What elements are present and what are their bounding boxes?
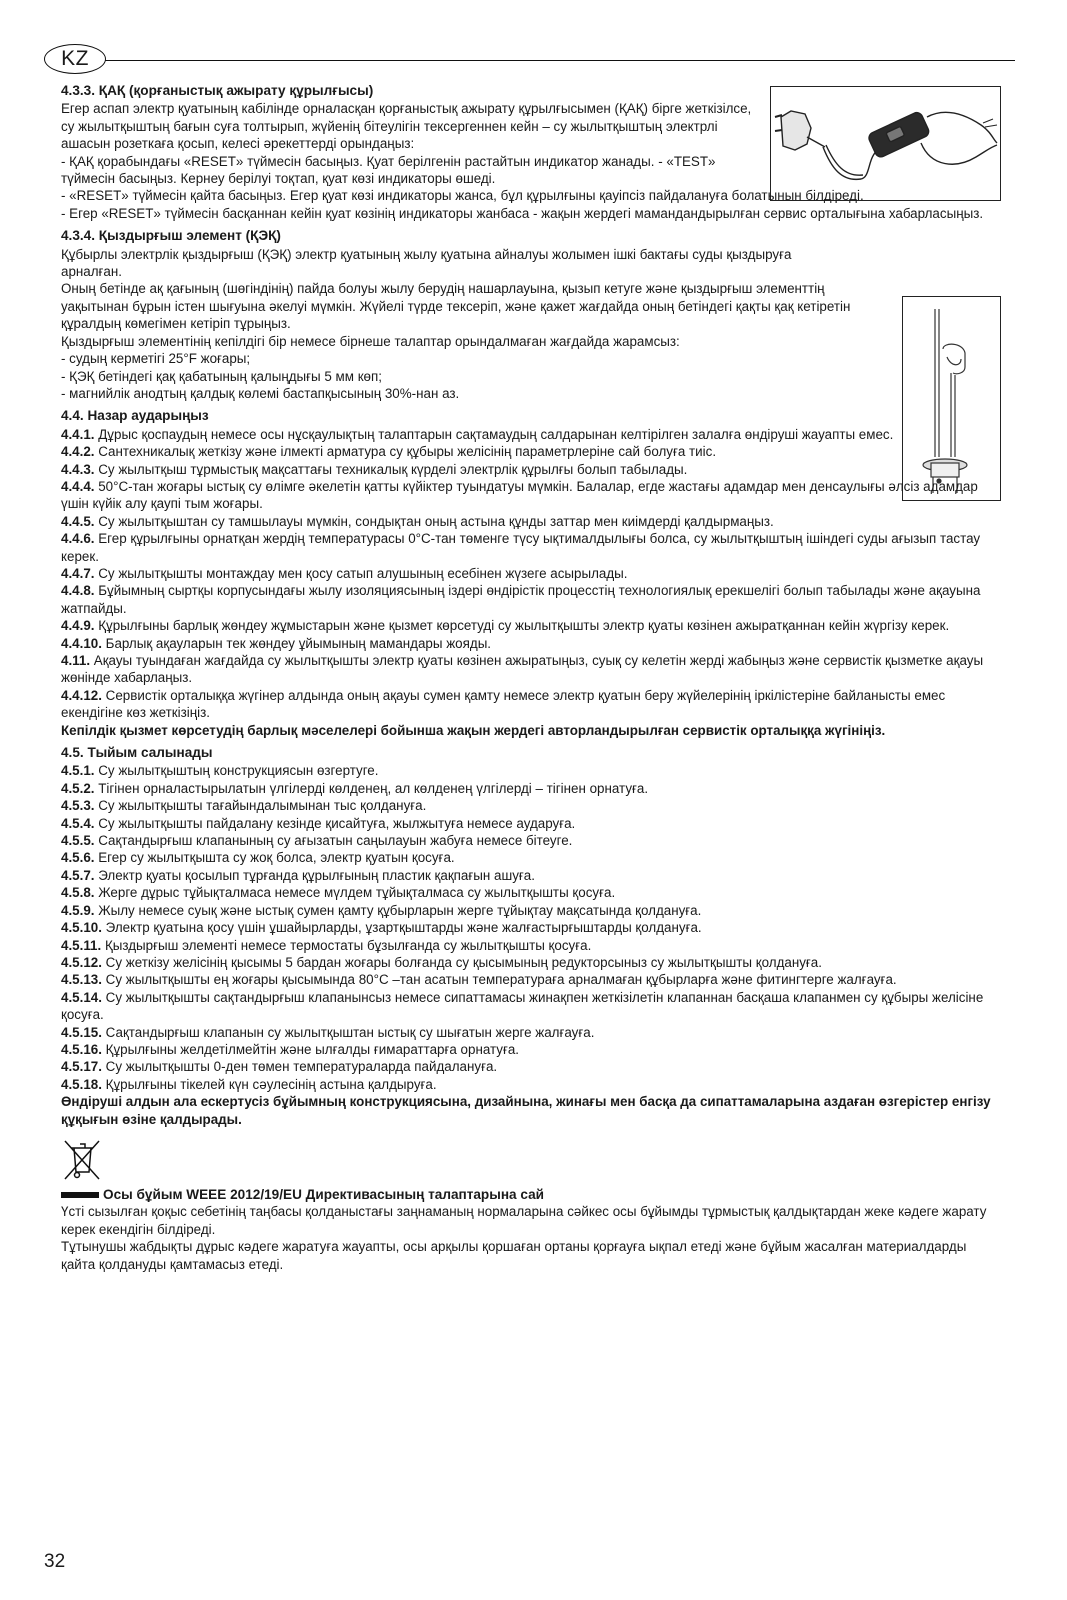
item-text: Су жылытқышты монтаждау мен қосу сатып алушының есебінен жүзеге асырылады. — [94, 565, 628, 581]
item-text: Егер құрылғыны орнатқан жердің температурасы 0°С-тан төменге түсу ықтималдылығы болса, су жылытқыштың ішіндегі суды ағызып тастау керек. — [61, 531, 981, 564]
list-item — [61, 461, 1001, 478]
item-text: Егер су жылытқышта су жоқ болса, электр қуатын қосуға. — [94, 850, 455, 866]
item-number: 4.5.8. — [61, 885, 95, 901]
list-item — [61, 937, 1001, 954]
item-text: Құрылғыны желдетілмейтін және ылғалды ғимараттарға орнатуға. — [101, 1041, 520, 1057]
item-number: 4.5.14. — [61, 989, 102, 1005]
weee-section — [61, 1138, 1001, 1273]
item-text: Сақтандырғыш клапанын су жылытқыштан ыстық су шығатын жерге жалғауға. — [101, 1024, 595, 1040]
item-number: 4.5.6. — [61, 850, 95, 866]
item-text: Су жылытқыш тұрмыстық мақсаттағы техникалық күрделі электрлік құрылғы болып табылады. — [94, 461, 688, 477]
paragraph: Тұтынушы жабдықты дұрыс кәдеге жаратуға жауапты, осы арқылы қоршаған ортаны қорғауға ықпал етеді және бұйым жасалған материалдарды қайта қолдануды қамтамасыз етеді. — [61, 1239, 967, 1272]
item-number: 4.5.9. — [61, 902, 95, 918]
crossed-out-wheelie-bin-icon — [62, 1138, 102, 1184]
list-item — [61, 902, 1001, 919]
paragraph: - «RESET» түймесін қайта басыңыз. Егер қуат көзі индикаторы жанса, бұл құрылғыны қауіпсіз пайдалануға болатынын білдіреді. — [61, 188, 864, 204]
list-item — [61, 849, 1001, 866]
item-number: 4.5.1. — [61, 763, 95, 779]
item-number: 4.11. — [61, 653, 91, 668]
list-item — [61, 1076, 1001, 1093]
section-title-4-5: 4.5. Тыйым салынады — [61, 745, 213, 761]
item-number: 4.5.12. — [61, 954, 102, 970]
item-text: Электр қуаты қосылып тұрғанда құрылғының пластик қақпағын ашуға. — [94, 867, 535, 883]
item-number: 4.4.3. — [61, 461, 95, 477]
list-item — [61, 1024, 1001, 1041]
list-item — [61, 919, 1001, 936]
item-text: Құрылғыны барлық жөндеу жұмыстарын және қызмет көрсетуді су жылытқышты электр қуаты көзінен ажыратқаннан кейін жүргізу керек. — [94, 618, 950, 634]
item-number: 4.4.8. — [61, 583, 95, 599]
item-text: Жерге дұрыс тұйықталмаса немесе мүлдем тұйықталмаса су жылытқышты қосуға. — [94, 885, 616, 901]
item-number: 4.4.10. — [61, 635, 102, 651]
warranty-note: Кепілдік қызмет көрсетудің барлық мәселелері бойынша жақын жердегі авторландырылған сервистік орталыққа жүгініңіз. — [61, 722, 886, 738]
item-text: Ақауы туындаған жағдайда су жылытқышты электр қуаты көзінен ажыратыңыз, суық су келетін жерді жабыңыз және сервистік қызметке ақауы жөнінде хабарлаңыз. — [61, 653, 984, 686]
list-item — [61, 565, 1001, 582]
item-number: 4.4.9. — [61, 618, 95, 634]
item-number: 4.5.3. — [61, 798, 95, 814]
item-number: 4.5.5. — [61, 833, 95, 849]
list-item — [61, 971, 1001, 988]
item-text: Жылу немесе суық және ыстық сумен қамту құбырларын жерге тұйықтау мақсатында қолдануға. — [94, 902, 702, 918]
list-item — [61, 954, 1001, 971]
paragraph: Қыздырғыш элементінің кепілдігі бір немесе бірнеше талаптар орындалмаған жағдайда жарамсыз: — [61, 333, 680, 349]
list-item — [61, 867, 1001, 884]
page-content — [61, 82, 1001, 1273]
list-item — [61, 530, 1001, 565]
item-number: 4.5.11. — [61, 937, 102, 953]
item-number: 4.4.7. — [61, 565, 95, 581]
item-text: Су жылытқышты тағайындалымынан тыс қолдануға. — [94, 798, 427, 814]
item-number: 4.5.10. — [61, 920, 102, 936]
item-text: Электр қуатына қосу үшін ұшайырларды, ұзартқыштарды және жалғастырғыштарды қолдануға. — [101, 920, 702, 936]
item-number: 4.4.1. — [61, 426, 95, 442]
item-text: Су жылытқышты ең жоғары қысымында 80°С –тан асатын температураға арналмаған құбырларға және фитингтерге жалғауға. — [101, 972, 897, 988]
list-item — [61, 617, 1001, 634]
list-item — [61, 815, 1001, 832]
item-text: Қыздырғыш элементі немесе термостаты бұзылғанда су жылытқышты қосуға. — [101, 937, 592, 953]
prohibited-list — [61, 762, 1001, 1093]
item-number: 4.5.7. — [61, 867, 95, 883]
item-number: 4.4.5. — [61, 513, 95, 529]
item-number: 4.5.4. — [61, 815, 95, 831]
list-item — [61, 635, 1001, 652]
list-item — [61, 652, 1001, 687]
item-number: 4.5.16. — [61, 1041, 102, 1057]
item-number: 4.5.18. — [61, 1076, 102, 1092]
section-title-4-3-3: 4.3.3. ҚАҚ (қорғаныстық ажырату құрылғысы) — [61, 83, 374, 98]
list-item — [61, 443, 1001, 460]
item-number: 4.5.2. — [61, 780, 95, 796]
list-item — [61, 762, 1001, 779]
item-text: Сақтандырғыш клапанының су ағызатын саңылауын жабуға немесе бітеуге. — [94, 833, 573, 849]
list-item — [61, 780, 1001, 797]
item-text: Су жылытқышты пайдалану кезінде қисайтуға, жылжытуға немесе аударуға. — [94, 815, 576, 831]
item-text: Тігінен орналастырылатын үлгілерді көлденең, ал көлденең үлгілерді – тігінен орнатуға. — [94, 780, 649, 796]
item-number: 4.5.13. — [61, 972, 102, 988]
item-number: 4.4.6. — [61, 531, 95, 547]
manufacturer-note: Өндіруші алдын ала ескертусіз бұйымның конструкциясына, дизайнына, жинағы мен басқа да сипаттамаларына аздаған өзгерістер енгізу құқығын өзіне қалдырады. — [61, 1094, 991, 1127]
header-rule — [105, 60, 1015, 61]
list-item — [61, 989, 1001, 1024]
list-item — [61, 1041, 1001, 1058]
list-item — [61, 582, 1001, 617]
paragraph: Үсті сызылған қоқыс себетінің таңбасы қолданыстағы заңнаманың нормаларына сәйкес осы бұйымды тұрмыстық қалдықтардан жеке кәдеге жарату керек екендігін білдіреді. — [61, 1204, 987, 1237]
item-number: 4.4.12. — [61, 687, 102, 703]
item-number: 4.4.4. — [61, 478, 95, 494]
paragraph: Оның бетінде ақ қағының (шөгіндінің) пайда болуы жылу берудің нашарлауына, қызып кетуге және қыздырғыш элементтің уақытынан бұрын істен шығуына әкелуі мүмкін. Жүйелі түрде тексеріп, және қажет жағдайда оның бетіндегі қақты қақ кетіретін құралдың көмегімен кетіріп тұрыңыз. — [61, 281, 851, 332]
list-item — [61, 687, 1001, 722]
paragraph: - ҚАҚ қорабындағы «RESET» түймесін басыңыз. Қуат берілгенін растайтын индикатор жанады. - «TEST» түймесін басыңыз. Кернеу берілуі тоқтап, қуат көзі индикаторы өшеді. — [61, 153, 716, 187]
item-number: 4.5.17. — [61, 1059, 102, 1075]
paragraph: Құбырлы электрлік қыздырғыш (ҚЭҚ) электр қуатының жылу қуатына айналуы жолымен ішкі бактағы суды қыздыруға арналған. — [61, 246, 792, 280]
weee-title: Осы бұйым WEEE 2012/19/EU Директивасының талаптарына сай — [61, 1186, 1001, 1203]
item-text: Су жылытқышты сақтандырғыш клапанынсыз немесе сипаттамасы жинақпен жеткізілетін клапаннан басқаша клапанмен су құбыры желісіне қосуға. — [61, 989, 984, 1023]
list-item — [61, 884, 1001, 901]
section-title-4-3-4: 4.3.4. Қыздырғыш элемент (ҚЭҚ) — [61, 228, 281, 244]
item-text: Құрылғыны тікелей күн сәулесінің астына қалдыруға. — [101, 1076, 437, 1092]
paragraph: - судың керметігі 25°F жоғары; — [61, 351, 251, 367]
item-text: Барлық ақауларын тек жөндеу ұйымының мамандары жояды. — [101, 635, 492, 651]
list-item — [61, 797, 1001, 814]
attention-list — [61, 426, 1001, 722]
item-number: 4.4.2. — [61, 444, 95, 460]
list-item — [61, 513, 1001, 530]
paragraph: - магнийлік анодтың қалдық көлемі бастапқысының 30%-нан аз. — [61, 385, 460, 401]
item-text: Сервистік орталыққа жүгінер алдында оның ақауы сумен қамту немесе электр қуатын беру жүйелерінің іркілістеріне байланысты емес екендігіне көз жеткізіңіз. — [61, 687, 946, 721]
list-item — [61, 478, 1001, 513]
weee-bar — [61, 1192, 99, 1198]
paragraph: - Егер «RESET» түймесін басқаннан кейін қуат көзінің индикаторы жанбаса - жақын жердегі мамандандырылған сервис орталығына хабарласыңыз. — [61, 205, 984, 221]
item-text: Су жылытқыштың конструкциясын өзгертуге. — [94, 763, 379, 779]
item-text: Дұрыс қоспаудың немесе осы нұсқаулықтың талаптарын сақтамаудың салдарынан келтірілген залалға өндіруші жауапты емес. — [94, 426, 894, 442]
item-number: 4.5.15. — [61, 1024, 102, 1040]
section-title-4-4: 4.4. Назар аударыңыз — [61, 408, 209, 424]
item-text: Бұйымның сыртқы корпусындағы жылу изоляциясының іздері өндірістік процесстің технологиялық ерекшелігі болып табылады және ақауына жатпайды. — [61, 583, 981, 616]
list-item — [61, 832, 1001, 849]
list-item — [61, 426, 1001, 443]
language-badge: KZ — [44, 44, 106, 74]
list-item — [61, 1058, 1001, 1075]
item-text: 50°С-тан жоғары ыстық су өлімге әкелетін қатты күйіктер туындатуы мүмкін. Балалар, егде жастағы адамдар мен денсаулығы әлсіз адамдар үшін күйік алу қаупі тым жоғары. — [61, 478, 978, 512]
item-text: Су жылытқыштан су тамшылауы мүмкін, сондықтан оның астына құнды заттар мен киімдерді қалдырмаңыз. — [94, 513, 774, 529]
item-text: Су жеткізу желісінің қысымы 5 бардан жоғары болғанда су қысымының редукторсыныз су жылытқышты қолдануға. — [101, 954, 822, 970]
page-number: 32 — [44, 1551, 66, 1572]
paragraph: Егер аспап электр қуатының кабілінде орналасқан қорғаныстық ажырату құрылғысымен (ҚАҚ) бірге жеткізілсе, су жылытқыштың бағын суға толтырып, жүйенің бітеулігін тексергеннен кейн – су жылытқыштың электрлі ашасын розеткаға қосып, келесі әрекеттерді орындаңыз: — [61, 101, 752, 152]
paragraph: - ҚЭҚ бетіндегі қақ қабатының қалыңдығы 5 мм көп; — [61, 368, 382, 384]
item-text: Су жылытқышты 0-ден төмен температураларда пайдалануға. — [101, 1059, 498, 1075]
item-text: Сантехникалық жеткізу және ілмекті арматура су құбыры желісінің параметрлеріне сай болуға тиіс. — [94, 444, 717, 460]
